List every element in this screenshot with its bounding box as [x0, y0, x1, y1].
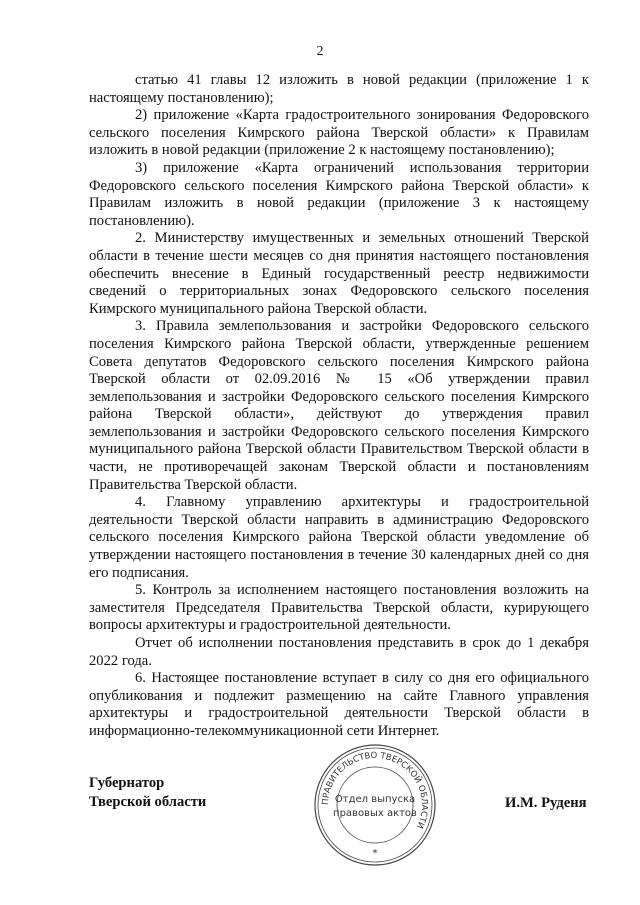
- stamp-ring-text: ПРАВИТЕЛЬСТВО ТВЕРСКОЙ ОБЛАСТИ: [320, 750, 430, 830]
- paragraph: статью 41 главы 12 изложить в новой редакции (приложение 1 к настоящему постановлению);: [89, 72, 589, 106]
- paragraph: 3) приложение «Карта ограничений использования территории Федоровского сельского поселения Кимрского района Тверской области» к Правилам изложить в новой редакции (приложение 3 к настоящему постановлению).: [89, 159, 589, 229]
- official-stamp: [313, 743, 437, 867]
- signer-title-line1: Губернатор: [89, 775, 165, 791]
- stamp-center-line1: Отдел выпуска: [334, 794, 416, 805]
- signer-title-line2: Тверской области: [89, 794, 207, 810]
- stamp-center-line2: правовых актов: [333, 808, 417, 819]
- page-number: 2: [316, 44, 324, 59]
- paragraph: Отчет об исполнении постановления представить в срок до 1 декабря 2022 года.: [89, 635, 589, 669]
- signer-name: И.М. Руденя: [505, 795, 587, 811]
- stamp-star-icon: *: [372, 848, 378, 859]
- paragraph: 6. Настоящее постановление вступает в силу со дня его официального опубликования и подлежит размещению на сайте Главного управления архитектуры и градостроительной деятельности Тверской области в информационно-телекоммуникационной сети Интернет.: [89, 670, 589, 739]
- paragraph: 2) приложение «Карта градостроительного зонирования Федоровского сельского поселения Кимрского района Тверской области» к Правилам изложить в новой редакции (приложение 2 к настоящему постановлению);: [89, 107, 589, 159]
- paragraph: 2. Министерству имущественных и земельных отношений Тверской области в течение шести месяцев со дня принятия настоящего постановления обеспечить внесение в Единый государственный реестр недвижимости сведений о территориальных зонах Федоровского сельского поселения Кимрского муниципального района Тверской области.: [89, 230, 589, 317]
- signature-block: [89, 774, 206, 812]
- document-body: [89, 72, 589, 741]
- paragraph: 4. Главному управлению архитектуры и градостроительной деятельности Тверской области направить в администрацию Федоровского сельского поселения Кимрского района Тверской области уведомление об утверждении настоящего постановления в течение 30 календарных дней со дня его подписания.: [89, 494, 589, 581]
- paragraph: 5. Контроль за исполнением настоящего постановления возложить на заместителя Председателя Правительства Тверской области, курирующего вопросы архитектуры и градостроительной деятельности.: [89, 582, 589, 634]
- paragraph: 3. Правила землепользования и застройки Федоровского сельского поселения Кимрского района Тверской области, утвержденные решением Совета депутатов Федоровского сельского поселения Кимрского района Тверской области от 02.09.2016 № 15 «Об утверждении правил землепользования и застройки Федоровского сельского поселения Кимрского района Тверской области», действуют до утверждения правил землепользования и застройки Федоровского сельского поселения Кимрского муниципального района Тверской области Правительством Тверской области в части, не противоречащей законам Тверской области и постановлениям Правительства Тверской области.: [89, 318, 589, 493]
